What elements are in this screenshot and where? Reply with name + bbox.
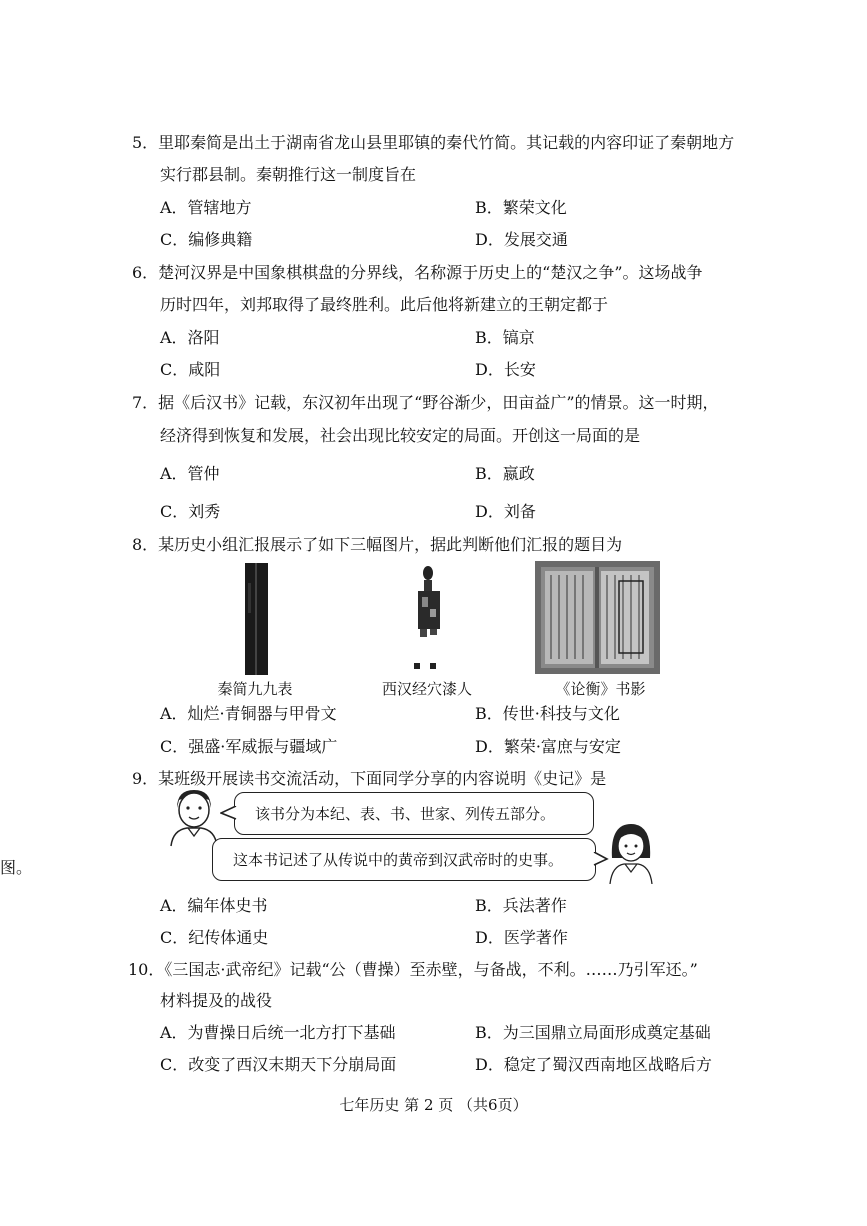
q6-stem-line1: 6．楚河汉界是中国象棋棋盘的分界线，名称源于历史上的“楚汉之争”。这场战争 [132,263,703,282]
q10-stem-line1: 10．《三国志·武帝纪》记载“公（曹操）至赤壁，与备战，不利。……乃引军还。” [128,960,698,979]
speech-bubble-boy [234,792,594,835]
q8-option-c[interactable]: C．强盛·军威振与疆域广 [160,737,338,756]
q8-option-d[interactable]: D．繁荣·富庶与安定 [475,737,621,756]
q9-option-d[interactable]: D．医学著作 [475,928,568,947]
q5-option-d[interactable]: D．发展交通 [475,230,568,249]
q7-stem-line2: 经济得到恢复和发展，社会出现比较安定的局面。开创这一局面的是 [160,426,641,445]
q7-stem-line1: 7．据《后汉书》记载，东汉初年出现了“野谷渐少，田亩益广”的情景。这一时期， [132,393,719,412]
q8-option-a[interactable]: A．灿烂·青铜器与甲骨文 [160,704,337,723]
q6-stem-line2: 历时四年，刘邦取得了最终胜利。此后他将新建立的王朝定都于 [160,295,609,314]
q10-option-c[interactable]: C．改变了西汉末期天下分崩局面 [160,1055,397,1074]
q10-option-b[interactable]: B．为三国鼎立局面形成奠定基础 [475,1023,711,1042]
q9-option-c[interactable]: C．纪传体通史 [160,928,269,947]
bubble-pointer-left [220,806,238,820]
q6-option-b[interactable]: B．镐京 [475,328,535,347]
girl-student-avatar [606,818,656,884]
caption-qin-slip: 秦简九九表 [217,680,293,698]
q7-option-b[interactable]: B．嬴政 [475,464,535,483]
left-margin-fragment: 图。 [0,858,33,877]
q6-option-d[interactable]: D．长安 [475,360,536,379]
q8-stem-line1: 8．某历史小组汇报展示了如下三幅图片，据此判断他们汇报的题目为 [132,535,623,554]
q9-stem-line1: 9．某班级开展读书交流活动，下面同学分享的内容说明《史记》是 [132,769,607,788]
q10-option-a[interactable]: A．为曹操日后统一北方打下基础 [160,1023,396,1042]
q5-stem-line2: 实行郡县制。秦朝推行这一制度旨在 [160,165,417,184]
q5-option-b[interactable]: B．繁荣文化 [475,198,567,217]
q5-stem-line1: 5．里耶秦简是出土于湖南省龙山县里耶镇的秦代竹简。其记载的内容印证了秦朝地方 [132,133,735,152]
q6-option-a[interactable]: A．洛阳 [160,328,220,347]
q7-option-d[interactable]: D．刘备 [475,502,536,521]
lunheng-book-image [535,561,660,674]
caption-lacquer-figure: 西汉经穴漆人 [381,680,472,698]
q7-option-a[interactable]: A．管仲 [160,464,220,483]
q9-option-b[interactable]: B．兵法著作 [475,896,567,915]
caption-lunheng: 《论衡》书影 [555,680,646,698]
q5-option-c[interactable]: C．编修典籍 [160,230,253,249]
speech-bubble-girl [212,838,596,881]
q5-option-a[interactable]: A．管辖地方 [160,198,252,217]
lacquer-figure-image [400,563,450,675]
page-footer: 七年历史 第 2 页 （共6页） [339,1096,528,1114]
speech-bubble-boy-text: 该书分为本纪、表、书、世家、列传五部分。 [255,805,556,823]
q6-option-c[interactable]: C．咸阳 [160,360,221,379]
q10-option-d[interactable]: D．稳定了蜀汉西南地区战略后方 [475,1055,712,1074]
boy-student-avatar [165,786,223,848]
qin-bamboo-slip-image [243,563,271,675]
q8-option-b[interactable]: B．传世·科技与文化 [475,704,620,723]
q9-option-a[interactable]: A．编年体史书 [160,896,268,915]
speech-bubble-girl-text: 这本书记述了从传说中的黄帝到汉武帝时的史事。 [233,851,564,869]
q10-stem-line2: 材料提及的战役 [160,991,273,1010]
q7-option-c[interactable]: C．刘秀 [160,502,221,521]
